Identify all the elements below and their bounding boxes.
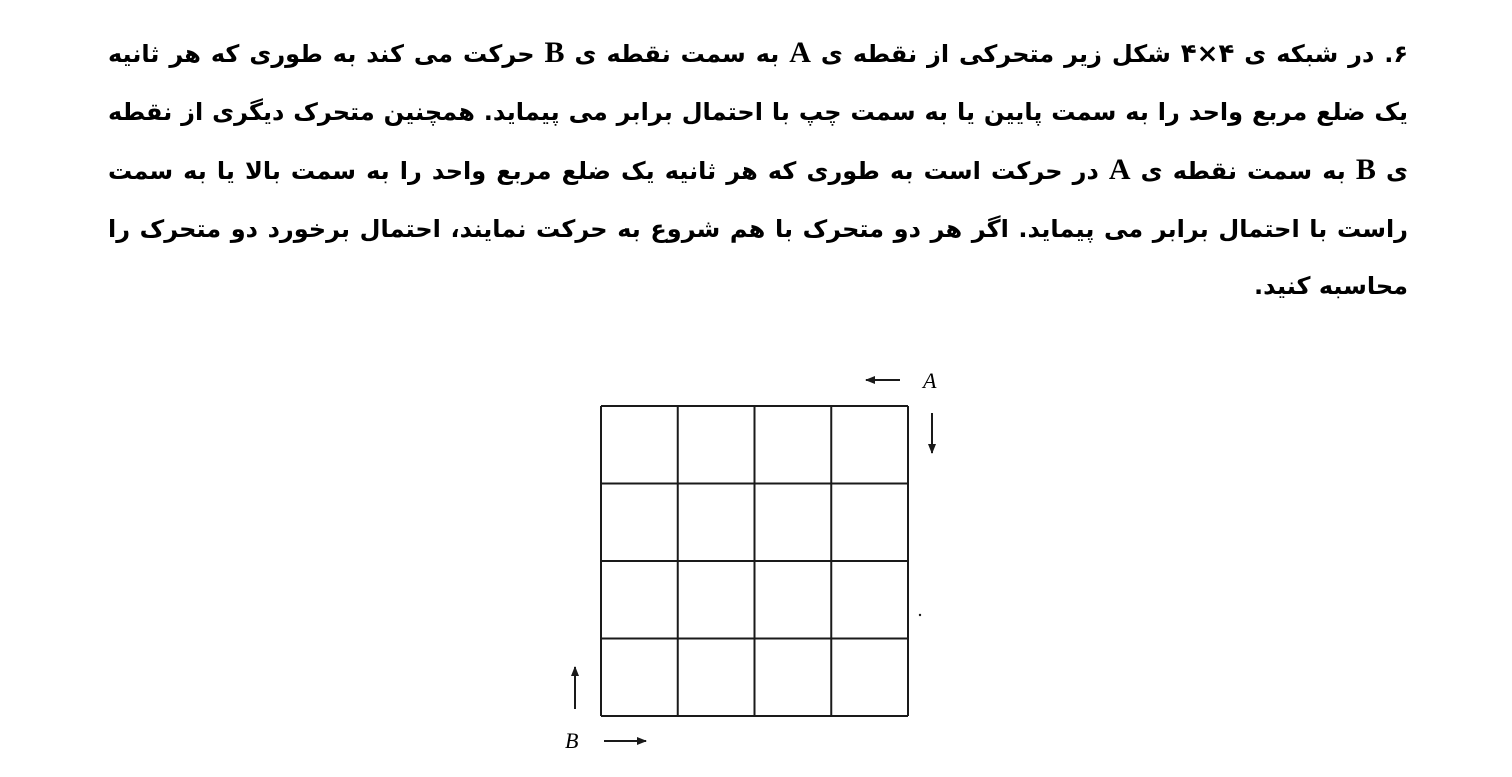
point-a-label-2: A [1108, 153, 1131, 186]
figure-label-b: B [565, 728, 579, 753]
grid-size: ۴×۴ [1180, 39, 1235, 69]
problem-text-part3: به سمت نقطه ی [574, 40, 780, 68]
problem-text-part5: به سمت نقطه ی [1140, 157, 1346, 185]
point-a-label: A [789, 36, 811, 69]
stray-dot [919, 614, 921, 616]
problem-text-part2: شکل زیر متحرکی از نقطه ی [820, 40, 1171, 68]
grid-figure [540, 355, 980, 765]
problem-text-part6: در حرکت است به طوری که هر ثانیه یک ضلع مربع واحد را به سمت بالا یا به سمت راست با احتمال برابر می پیماید. اگر هر دو متحرک با هم شروع به حرکت نمایند، احتمال برخورد دو متحرک را محاسبه کنید. [108, 157, 1408, 300]
problem-number: ۶. [1384, 40, 1409, 68]
grid-lines [601, 406, 908, 716]
problem-statement [108, 24, 1408, 316]
problem-text-part4: حرکت می کند به طوری که هر ثانیه یک ضلع مربع واحد را به سمت پایین یا به سمت چپ با احتمال برابر می پیماید. همچنین متحرک دیگری از نقطه ی [108, 40, 1409, 185]
grid-diagram [540, 355, 980, 765]
point-b-label: B [544, 36, 565, 69]
figure-label-a: A [923, 368, 937, 393]
point-b-label-2: B [1355, 153, 1376, 186]
problem-text-part1: در شبکه ی [1244, 40, 1375, 68]
